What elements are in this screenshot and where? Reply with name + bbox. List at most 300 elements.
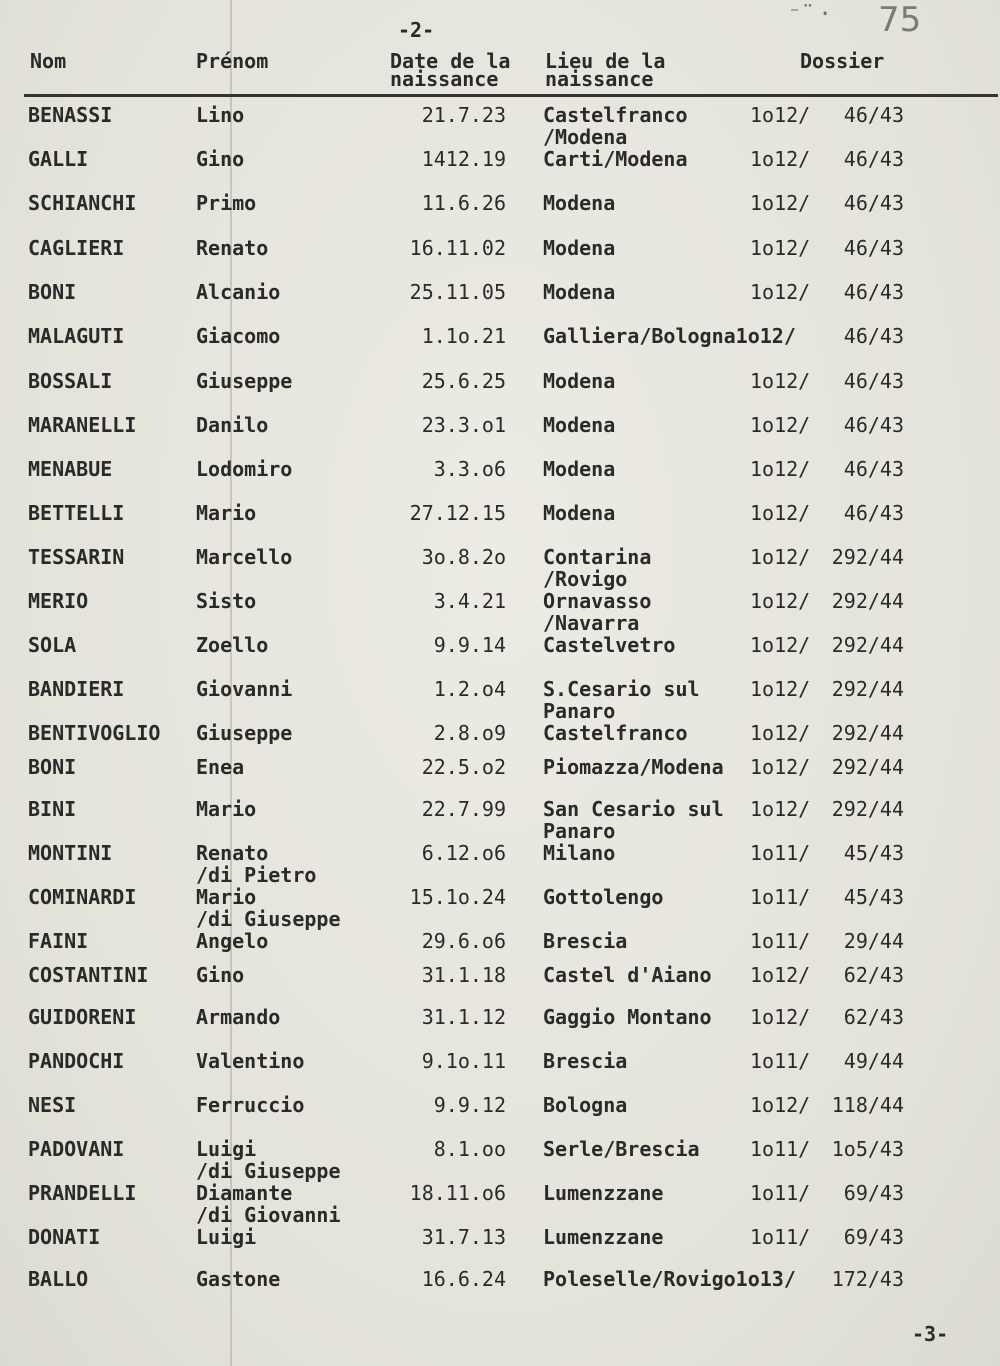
cell-nom <box>28 590 88 612</box>
header-lieu-line2: naissance <box>545 67 654 91</box>
cell-nom-value: DONATI <box>28 1225 101 1249</box>
cell-nom-value: BONI <box>28 755 77 779</box>
page-number: -2- <box>398 18 435 42</box>
cell-date <box>410 502 506 524</box>
cell-nom-value: TESSARIN <box>28 545 125 569</box>
cell-nom <box>28 1094 76 1116</box>
cell-nom <box>28 634 76 656</box>
cell-lieu-value: Bologna <box>543 1093 628 1117</box>
cell-nom <box>28 722 160 744</box>
cell-dossier2-value: 118/44 <box>831 1093 904 1117</box>
cell-date <box>422 104 506 126</box>
cell-dossier <box>750 414 810 436</box>
cell-date-value: 9.9.12 <box>433 1093 506 1117</box>
cell-date <box>434 458 506 480</box>
cell-dossier2-value: 46/43 <box>843 280 904 304</box>
cell-dossier <box>844 370 904 392</box>
cell-dossier2-value: 69/43 <box>843 1225 904 1249</box>
cell-dossier <box>832 1094 904 1116</box>
cell-dossier1-value: 1o11/ <box>750 885 811 909</box>
cell-prenom <box>196 1006 280 1028</box>
cell-date <box>434 590 506 612</box>
cell-lieu <box>543 458 615 480</box>
cell-dossier <box>750 1182 810 1204</box>
cell-dossier <box>750 1226 810 1248</box>
cell-nom-value: BINI <box>28 797 77 821</box>
cell-dossier <box>750 148 810 170</box>
cell-dossier <box>844 886 904 908</box>
cell-lieu-value: Lumenzzane <box>543 1225 664 1249</box>
cell-dossier <box>844 842 904 864</box>
cell-date-value: 27.12.15 <box>409 501 506 525</box>
cell-dossier2-value: 46/43 <box>843 191 904 215</box>
cell-prenom <box>196 842 316 886</box>
cell-dossier <box>844 192 904 214</box>
cell-prenom-value: Enea <box>196 755 245 779</box>
cell-dossier1-value: 1o12/ <box>750 755 811 779</box>
cell-lieu-value: Carti/Modena <box>543 147 688 171</box>
cell-prenom <box>196 546 292 568</box>
cell-lieu <box>543 842 615 864</box>
cell-date-value: 1.2.o4 <box>433 677 506 701</box>
cell-prenom-value: Alcanio <box>196 280 281 304</box>
cell-nom <box>28 502 124 524</box>
cell-nom <box>28 1006 136 1028</box>
cell-nom-value: MARANELLI <box>28 413 137 437</box>
cell-lieu <box>543 370 615 392</box>
cell-date <box>422 930 506 952</box>
cell-date <box>410 237 506 259</box>
cell-nom-value: PANDOCHI <box>28 1049 125 1073</box>
cell-date-value: 1412.19 <box>421 147 506 171</box>
cell-dossier <box>844 458 904 480</box>
cell-lieu <box>543 1094 627 1116</box>
cell-prenom <box>196 722 292 744</box>
cell-dossier <box>844 148 904 170</box>
cell-date <box>422 756 506 778</box>
cell-lieu-value: Castel d'Aiano <box>543 963 712 987</box>
cell-nom <box>28 237 124 259</box>
cell-prenom-value: Valentino <box>196 1049 305 1073</box>
cell-date-value: 31.1.12 <box>421 1005 506 1029</box>
header-date-line2: naissance <box>390 67 499 91</box>
cell-date-value: 3.4.21 <box>433 589 506 613</box>
stamp-mark: ⁻̈ · <box>788 2 834 27</box>
cell-lieu-value: Serle/Brescia <box>543 1137 700 1161</box>
cell-dossier <box>844 1006 904 1028</box>
cell-nom-value: PADOVANI <box>28 1137 125 1161</box>
cell-dossier <box>844 414 904 436</box>
continued-page-marker: -3- <box>912 1322 949 1346</box>
cell-nom-value: COSTANTINI <box>28 963 149 987</box>
cell-nom-value: BENTIVOGLIO <box>28 721 161 745</box>
cell-dossier <box>844 237 904 259</box>
stamp-number: 75 <box>878 0 922 40</box>
cell-prenom-value: Primo <box>196 191 257 215</box>
cell-dossier1-value: 1o11/ <box>750 1225 811 1249</box>
cell-date-value: 18.11.o6 <box>409 1181 506 1205</box>
cell-nom <box>28 370 112 392</box>
cell-prenom <box>196 964 244 986</box>
cell-lieu-value: Castelfranco <box>543 721 688 745</box>
cell-nom-value: GUIDORENI <box>28 1005 137 1029</box>
cell-dossier1-value: 1o12/ <box>750 1093 811 1117</box>
cell-lieu <box>543 722 688 744</box>
cell-prenom-value: Angelo <box>196 929 269 953</box>
cell-dossier <box>750 192 810 214</box>
cell-date-value: 11.6.26 <box>421 191 506 215</box>
cell-dossier <box>750 237 810 259</box>
cell-prenom-value: Gino <box>196 963 245 987</box>
cell-dossier1-value: 1o12/ <box>750 797 811 821</box>
cell-date-value: 3o.8.2o <box>421 545 506 569</box>
cell-nom-value: BETTELLI <box>28 501 125 525</box>
cell-dossier <box>844 964 904 986</box>
cell-date-value: 16.6.24 <box>421 1267 506 1291</box>
cell-lieu <box>543 590 651 634</box>
cell-dossier2-value: 49/44 <box>843 1049 904 1073</box>
header-lieu-line1: Lieu de la <box>545 49 666 73</box>
cell-dossier1-value: 1o11/ <box>750 1049 811 1073</box>
cell-nom <box>28 964 148 986</box>
cell-nom <box>28 1268 88 1290</box>
cell-prenom-value: Zoello <box>196 633 269 657</box>
cell-dossier2-value: 29/44 <box>843 929 904 953</box>
cell-dossier2-value: 69/43 <box>843 1181 904 1205</box>
cell-prenom-value: Sisto <box>196 589 257 613</box>
cell-date-value: 25.6.25 <box>421 369 506 393</box>
cell-date <box>434 1138 506 1160</box>
cell-prenom <box>196 930 268 952</box>
cell-dossier1-value: 1o12/ <box>750 191 811 215</box>
cell-dossier <box>844 325 904 347</box>
cell-lieu <box>543 325 796 347</box>
cell-date-value: 2.8.o9 <box>433 721 506 745</box>
cell-prenom <box>196 886 341 930</box>
cell-dossier1-value: 1o12/ <box>750 963 811 987</box>
cell-nom-value: NESI <box>28 1093 77 1117</box>
cell-date <box>422 370 506 392</box>
cell-nom-value: GALLI <box>28 147 89 171</box>
cell-date-value: 9.9.14 <box>433 633 506 657</box>
cell-lieu <box>543 964 712 986</box>
cell-lieu-value: Modena <box>543 191 616 215</box>
cell-lieu2-value: /Navarra <box>543 611 640 635</box>
cell-prenom <box>196 370 292 392</box>
cell-nom-value: BOSSALI <box>28 369 113 393</box>
cell-date-value: 3.3.o6 <box>433 457 506 481</box>
cell-date <box>422 148 506 170</box>
cell-dossier <box>844 281 904 303</box>
cell-date <box>410 281 506 303</box>
cell-dossier <box>844 1226 904 1248</box>
cell-dossier <box>844 104 904 126</box>
cell-nom-value: CAGLIERI <box>28 236 125 260</box>
header-date-line1: Date de la <box>390 49 511 73</box>
cell-prenom <box>196 590 256 612</box>
cell-prenom <box>196 1050 304 1072</box>
cell-lieu <box>543 1226 663 1248</box>
cell-lieu-value: Brescia <box>543 1049 628 1073</box>
cell-prenom-value: Renato <box>196 236 269 260</box>
cell-dossier2-value: 62/43 <box>843 963 904 987</box>
cell-nom <box>28 1138 124 1160</box>
cell-dossier1-value: 1o12/ <box>750 413 811 437</box>
cell-prenom <box>196 237 268 259</box>
cell-lieu2-value: /Modena <box>543 125 628 149</box>
cell-dossier1-value: 1o12/ <box>750 236 811 260</box>
cell-lieu-value: Galliera/Bologna1o12/ <box>543 324 796 348</box>
header-rule <box>24 94 998 97</box>
cell-dossier2-value: 46/43 <box>843 369 904 393</box>
cell-lieu-value: Ornavasso <box>543 589 652 613</box>
cell-nom <box>28 930 88 952</box>
cell-dossier2-value: 46/43 <box>843 103 904 127</box>
cell-lieu-value: Modena <box>543 280 616 304</box>
cell-date <box>422 1226 506 1248</box>
cell-lieu-value: Castelfranco <box>543 103 688 127</box>
cell-dossier <box>750 590 810 612</box>
cell-nom <box>28 325 124 347</box>
cell-dossier1-value: 1o12/ <box>750 589 811 613</box>
cell-prenom <box>196 1138 341 1182</box>
cell-date-value: 22.5.o2 <box>421 755 506 779</box>
cell-dossier <box>832 634 904 656</box>
cell-lieu <box>543 104 688 148</box>
cell-dossier <box>832 678 904 700</box>
cell-lieu-value: Lumenzzane <box>543 1181 664 1205</box>
cell-prenom-value: Marcello <box>196 545 293 569</box>
cell-nom <box>28 281 76 303</box>
cell-nom <box>28 1182 136 1204</box>
cell-lieu-value: Modena <box>543 369 616 393</box>
cell-prenom <box>196 1268 280 1290</box>
cell-nom <box>28 192 136 214</box>
cell-dossier <box>750 842 810 864</box>
cell-nom <box>28 842 112 864</box>
cell-nom <box>28 798 76 820</box>
cell-dossier2-value: 292/44 <box>831 797 904 821</box>
cell-dossier1-value: 1o12/ <box>750 147 811 171</box>
cell-nom <box>28 148 88 170</box>
cell-prenom <box>196 281 280 303</box>
cell-lieu-value: Poleselle/Rovigo1o13/ <box>543 1267 796 1291</box>
cell-date-value: 29.6.o6 <box>421 929 506 953</box>
cell-nom-value: BANDIERI <box>28 677 125 701</box>
cell-lieu <box>543 237 615 259</box>
cell-lieu-value: Castelvetro <box>543 633 676 657</box>
cell-date <box>410 1182 506 1204</box>
cell-dossier1-value: 1o12/ <box>750 369 811 393</box>
cell-dossier2-value: 292/44 <box>831 677 904 701</box>
header-prenom: Prénom <box>196 49 269 73</box>
cell-prenom <box>196 325 280 347</box>
cell-nom-value: PRANDELLI <box>28 1181 137 1205</box>
cell-date-value: 31.7.13 <box>421 1225 506 1249</box>
cell-prenom <box>196 678 292 700</box>
cell-dossier1-value: 1o12/ <box>750 677 811 701</box>
cell-date-value: 23.3.o1 <box>421 413 506 437</box>
cell-dossier <box>750 678 810 700</box>
cell-dossier <box>750 634 810 656</box>
cell-dossier <box>750 1050 810 1072</box>
cell-dossier2-value: 46/43 <box>843 236 904 260</box>
cell-date <box>422 1006 506 1028</box>
cell-dossier2-value: 1o5/43 <box>831 1137 904 1161</box>
cell-dossier <box>844 502 904 524</box>
cell-date-value: 6.12.o6 <box>421 841 506 865</box>
cell-prenom <box>196 104 244 126</box>
cell-dossier1-value: 1o11/ <box>750 1181 811 1205</box>
cell-dossier2-value: 46/43 <box>843 413 904 437</box>
cell-prenom-value: Giovanni <box>196 677 293 701</box>
cell-date <box>434 678 506 700</box>
cell-lieu-value: Modena <box>543 501 616 525</box>
cell-prenom-value: Gastone <box>196 1267 281 1291</box>
cell-lieu <box>543 1182 663 1204</box>
cell-nom <box>28 1050 124 1072</box>
cell-date-value: 31.1.18 <box>421 963 506 987</box>
cell-date <box>422 1268 506 1290</box>
cell-dossier1-value: 1o12/ <box>750 501 811 525</box>
cell-prenom-value: Renato <box>196 841 269 865</box>
cell-lieu <box>543 148 688 170</box>
cell-dossier <box>832 1138 904 1160</box>
cell-nom <box>28 1226 100 1248</box>
cell-lieu <box>543 798 724 842</box>
header-lieu <box>545 49 666 91</box>
cell-prenom-value: Luigi <box>196 1137 257 1161</box>
cell-dossier <box>750 798 810 820</box>
cell-date-value: 9.1o.11 <box>421 1049 506 1073</box>
cell-lieu <box>543 546 651 590</box>
cell-dossier <box>750 458 810 480</box>
cell-nom <box>28 458 112 480</box>
cell-nom-value: MENABUE <box>28 457 113 481</box>
cell-dossier2-value: 172/43 <box>831 1267 904 1291</box>
header-nom: Nom <box>30 49 67 73</box>
cell-date <box>422 325 506 347</box>
cell-dossier2-value: 292/44 <box>831 755 904 779</box>
cell-nom <box>28 678 124 700</box>
cell-lieu <box>543 414 615 436</box>
cell-nom-value: FAINI <box>28 929 89 953</box>
cell-date <box>422 1050 506 1072</box>
cell-dossier <box>750 104 810 126</box>
cell-nom <box>28 546 124 568</box>
cell-dossier2-value: 62/43 <box>843 1005 904 1029</box>
cell-lieu <box>543 930 627 952</box>
header-date <box>390 49 511 91</box>
cell-lieu-value: Contarina <box>543 545 652 569</box>
cell-dossier1-value: 1o12/ <box>750 1005 811 1029</box>
cell-dossier <box>844 1182 904 1204</box>
cell-nom-value: SCHIANCHI <box>28 191 137 215</box>
cell-dossier2-value: 292/44 <box>831 721 904 745</box>
cell-lieu <box>543 281 615 303</box>
cell-prenom-value: Ferruccio <box>196 1093 305 1117</box>
cell-prenom <box>196 192 256 214</box>
cell-date <box>422 964 506 986</box>
cell-dossier <box>832 798 904 820</box>
cell-dossier1-value: 1o11/ <box>750 1137 811 1161</box>
header-dossier: Dossier <box>800 49 885 73</box>
cell-dossier <box>750 964 810 986</box>
cell-prenom-value: Mario <box>196 885 257 909</box>
cell-lieu <box>543 634 675 656</box>
cell-dossier <box>832 722 904 744</box>
cell-lieu2-value: Panaro <box>543 699 616 723</box>
cell-prenom <box>196 1182 341 1226</box>
cell-nom-value: SOLA <box>28 633 77 657</box>
cell-lieu-value: Milano <box>543 841 616 865</box>
cell-nom <box>28 756 76 778</box>
cell-prenom2-value: /di Pietro <box>196 863 317 887</box>
cell-dossier <box>750 546 810 568</box>
cell-prenom-value: Diamante <box>196 1181 293 1205</box>
cell-dossier <box>832 1268 904 1290</box>
cell-dossier2-value: 292/44 <box>831 589 904 613</box>
cell-dossier <box>844 930 904 952</box>
cell-date <box>434 634 506 656</box>
cell-date-value: 1.1o.21 <box>421 324 506 348</box>
cell-dossier <box>844 1050 904 1072</box>
cell-prenom-value: Mario <box>196 797 257 821</box>
cell-lieu-value: Brescia <box>543 929 628 953</box>
cell-dossier2-value: 46/43 <box>843 501 904 525</box>
cell-dossier <box>832 546 904 568</box>
cell-dossier <box>750 930 810 952</box>
cell-date-value: 8.1.oo <box>433 1137 506 1161</box>
cell-date-value: 15.1o.24 <box>409 885 506 909</box>
cell-dossier1-value: 1o12/ <box>750 721 811 745</box>
cell-prenom <box>196 148 244 170</box>
cell-lieu <box>543 1050 627 1072</box>
cell-dossier1-value: 1o12/ <box>750 103 811 127</box>
cell-dossier <box>750 886 810 908</box>
cell-nom-value: COMINARDI <box>28 885 137 909</box>
cell-lieu-value: Gottolengo <box>543 885 664 909</box>
cell-dossier <box>750 722 810 744</box>
cell-nom-value: BENASSI <box>28 103 113 127</box>
cell-dossier2-value: 46/43 <box>843 147 904 171</box>
cell-prenom-value: Lodomiro <box>196 457 293 481</box>
cell-date <box>410 886 506 908</box>
cell-dossier1-value: 1o12/ <box>750 545 811 569</box>
cell-lieu-value: Gaggio Montano <box>543 1005 712 1029</box>
cell-prenom <box>196 798 256 820</box>
cell-prenom2-value: /di Giovanni <box>196 1203 341 1227</box>
cell-lieu <box>543 1268 796 1290</box>
cell-prenom-value: Luigi <box>196 1225 257 1249</box>
cell-nom <box>28 104 112 126</box>
cell-dossier2-value: 45/43 <box>843 885 904 909</box>
cell-lieu-value: Modena <box>543 413 616 437</box>
cell-nom <box>28 414 136 436</box>
cell-dossier1-value: 1o11/ <box>750 929 811 953</box>
cell-prenom <box>196 634 268 656</box>
cell-dossier1-value: 1o12/ <box>750 457 811 481</box>
cell-lieu2-value: /Rovigo <box>543 567 628 591</box>
cell-date <box>422 414 506 436</box>
cell-prenom-value: Mario <box>196 501 257 525</box>
cell-date-value: 21.7.23 <box>421 103 506 127</box>
cell-date <box>422 546 506 568</box>
cell-lieu2-value: Panaro <box>543 819 616 843</box>
cell-lieu-value: Modena <box>543 236 616 260</box>
cell-prenom <box>196 502 256 524</box>
cell-lieu <box>543 1138 700 1160</box>
